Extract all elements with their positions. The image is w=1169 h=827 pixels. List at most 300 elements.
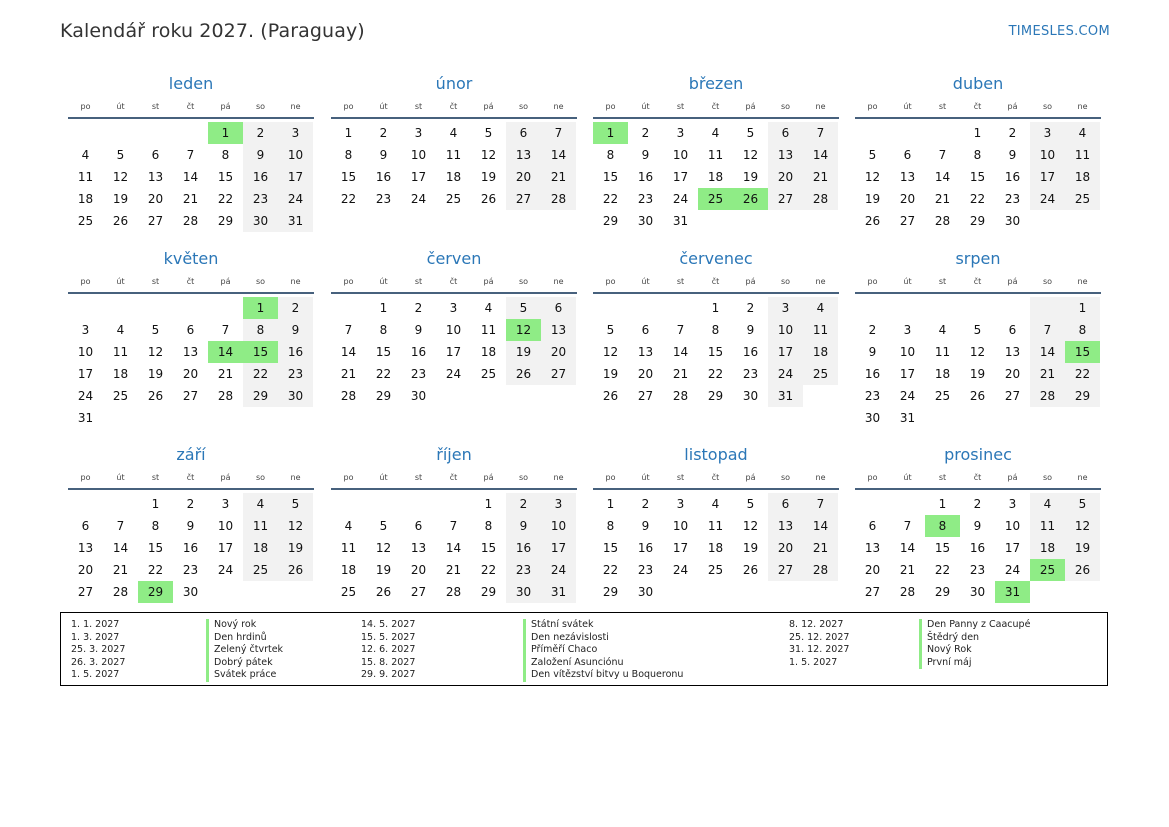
day-cell: 28 — [899, 585, 916, 599]
day-cell: 22 — [934, 563, 951, 577]
day-cell: 22 — [480, 563, 497, 577]
day-cell: 21 — [112, 563, 129, 577]
weekday-header — [68, 97, 314, 117]
day-cell: 21 — [182, 192, 199, 206]
day-cell: 30 — [864, 411, 881, 425]
day-cell: 2 — [243, 122, 278, 144]
day-cell: 20 — [506, 166, 541, 188]
day-cell: 13 — [768, 515, 803, 537]
day-cell: 19 — [742, 170, 759, 184]
day-cell: 11 — [934, 345, 951, 359]
day-cell: 11 — [77, 170, 94, 184]
holiday-day-cell: 26 — [733, 188, 768, 210]
day-cell: 15 — [934, 541, 951, 555]
day-cell: 30 — [742, 389, 759, 403]
day-cell: 25 — [243, 559, 278, 581]
day-cell: 13 — [864, 541, 881, 555]
weekday-label: čt — [973, 277, 982, 286]
day-cell: 14 — [1030, 341, 1065, 363]
header-divider — [593, 117, 839, 119]
weekday-label: pá — [1007, 102, 1018, 111]
day-cell: 2 — [868, 323, 877, 337]
day-cell: 9 — [186, 519, 195, 533]
day-cell: 26 — [375, 585, 392, 599]
day-cell: 20 — [541, 341, 576, 363]
day-cell: 6 — [414, 519, 423, 533]
month-6 — [331, 248, 577, 407]
day-cell: 9 — [641, 519, 650, 533]
weekday-label: ne — [815, 277, 826, 286]
day-cell: 16 — [243, 166, 278, 188]
day-cell: 22 — [340, 192, 357, 206]
day-cell: 29 — [934, 585, 951, 599]
day-cell: 22 — [969, 192, 986, 206]
day-cell: 28 — [803, 559, 838, 581]
day-cell: 22 — [602, 192, 619, 206]
day-cell: 8 — [973, 148, 982, 162]
day-cell: 31 — [77, 411, 94, 425]
day-cell: 6 — [1008, 323, 1017, 337]
day-cell: 28 — [217, 389, 234, 403]
weekday-label: út — [379, 277, 388, 286]
day-cell: 17 — [899, 367, 916, 381]
day-cell: 13 — [637, 345, 654, 359]
weekday-label: st — [938, 102, 947, 111]
legend-date: 25. 3. 2027 — [71, 644, 126, 656]
day-cell: 23 — [969, 563, 986, 577]
day-cell: 26 — [147, 389, 164, 403]
day-cell: 16 — [637, 541, 654, 555]
day-cell: 8 — [484, 519, 493, 533]
day-cell: 14 — [182, 170, 199, 184]
empty-cell — [173, 297, 208, 319]
day-cell: 20 — [768, 166, 803, 188]
weekday-label: čt — [973, 473, 982, 482]
day-cell: 25 — [112, 389, 129, 403]
day-cell: 21 — [445, 563, 462, 577]
day-cell: 3 — [1030, 122, 1065, 144]
weekday-label: so — [255, 102, 266, 111]
day-cell: 29 — [375, 389, 392, 403]
day-cell: 15 — [340, 170, 357, 184]
day-cell: 28 — [112, 585, 129, 599]
month-name: srpen — [955, 249, 1001, 268]
weekday-label: ne — [1077, 277, 1088, 286]
day-cell: 21 — [934, 192, 951, 206]
holiday-day-cell: 25 — [698, 188, 733, 210]
day-cell: 16 — [637, 170, 654, 184]
weekday-label: čt — [186, 102, 195, 111]
header-divider — [593, 488, 839, 490]
day-cell: 9 — [243, 144, 278, 166]
day-cell: 27 — [637, 389, 654, 403]
day-cell: 24 — [672, 192, 689, 206]
legend-date: 1. 5. 2027 — [71, 669, 120, 681]
weekday-label: po — [605, 473, 616, 482]
day-cell: 17 — [541, 537, 576, 559]
weekday-label: so — [518, 102, 529, 111]
month-name: březen — [688, 74, 744, 93]
day-cell: 18 — [112, 367, 129, 381]
day-cell: 25 — [480, 367, 497, 381]
day-cell: 8 — [221, 148, 230, 162]
empty-cell — [855, 297, 890, 319]
day-cell: 29 — [602, 214, 619, 228]
empty-cell — [436, 493, 471, 515]
day-cell: 28 — [672, 389, 689, 403]
day-cell: 16 — [1004, 170, 1021, 184]
day-cell: 24 — [217, 563, 234, 577]
empty-cell — [208, 297, 243, 319]
weekday-label: pá — [1007, 473, 1018, 482]
weekday-header — [593, 97, 839, 117]
day-cell: 28 — [934, 214, 951, 228]
legend-date: 29. 9. 2027 — [361, 669, 416, 681]
day-cell: 5 — [278, 493, 313, 515]
day-cell: 24 — [278, 188, 313, 210]
day-cell: 1 — [938, 497, 947, 511]
day-cell: 4 — [449, 126, 458, 140]
day-cell: 2 — [641, 126, 650, 140]
day-cell: 13 — [182, 345, 199, 359]
empty-cell — [103, 122, 138, 144]
weekday-label: st — [414, 102, 423, 111]
day-cell: 12 — [969, 345, 986, 359]
day-cell: 9 — [1008, 148, 1017, 162]
weekday-label: po — [867, 473, 878, 482]
weekday-label: út — [903, 473, 912, 482]
day-cell: 21 — [672, 367, 689, 381]
day-cell: 20 — [899, 192, 916, 206]
day-cell: 7 — [903, 519, 912, 533]
day-cell: 8 — [606, 519, 615, 533]
day-cell: 15 — [147, 541, 164, 555]
day-cell: 11 — [445, 148, 462, 162]
day-grid — [331, 122, 577, 210]
day-cell: 11 — [480, 323, 497, 337]
legend-date-column — [789, 619, 849, 669]
day-cell: 11 — [707, 148, 724, 162]
day-cell: 30 — [969, 585, 986, 599]
day-cell: 7 — [803, 493, 838, 515]
day-cell: 27 — [768, 559, 803, 581]
header-divider — [331, 488, 577, 490]
day-cell: 9 — [746, 323, 755, 337]
legend-holiday-name: Den Panny z Caacupé — [919, 619, 1030, 632]
month-4 — [855, 73, 1101, 232]
day-cell: 29 — [969, 214, 986, 228]
day-cell: 2 — [641, 497, 650, 511]
day-cell: 6 — [903, 148, 912, 162]
weekday-label: pá — [1007, 277, 1018, 286]
day-grid — [331, 297, 577, 407]
legend-date: 1. 3. 2027 — [71, 631, 120, 643]
holiday-legend — [60, 612, 1108, 686]
day-cell: 28 — [541, 188, 576, 210]
weekday-label: út — [641, 473, 650, 482]
holiday-day-cell: 31 — [995, 581, 1030, 603]
day-cell: 18 — [340, 563, 357, 577]
day-cell: 30 — [278, 385, 313, 407]
day-cell: 10 — [541, 515, 576, 537]
month-name: leden — [168, 74, 214, 93]
day-cell: 19 — [742, 541, 759, 555]
day-cell: 7 — [116, 519, 125, 533]
weekday-label: čt — [186, 473, 195, 482]
day-cell: 20 — [77, 563, 94, 577]
day-cell: 17 — [1004, 541, 1021, 555]
day-cell: 5 — [746, 497, 755, 511]
day-cell: 2 — [1008, 126, 1017, 140]
month-12 — [855, 444, 1101, 603]
day-cell: 2 — [973, 497, 982, 511]
weekday-label: po — [80, 473, 91, 482]
day-cell: 27 — [410, 585, 427, 599]
day-cell: 4 — [803, 297, 838, 319]
day-cell: 21 — [803, 537, 838, 559]
holiday-day-cell: 12 — [506, 319, 541, 341]
day-cell: 7 — [1030, 319, 1065, 341]
day-cell: 14 — [541, 144, 576, 166]
day-cell: 5 — [484, 126, 493, 140]
day-cell: 14 — [445, 541, 462, 555]
holiday-day-cell: 25 — [1030, 559, 1065, 581]
day-cell: 8 — [711, 323, 720, 337]
day-cell: 29 — [707, 389, 724, 403]
day-cell: 23 — [637, 563, 654, 577]
day-cell: 3 — [81, 323, 90, 337]
day-cell: 23 — [375, 192, 392, 206]
day-cell: 25 — [707, 563, 724, 577]
day-grid — [68, 493, 314, 603]
day-cell: 9 — [379, 148, 388, 162]
day-cell: 17 — [672, 541, 689, 555]
day-cell: 9 — [414, 323, 423, 337]
weekday-label: čt — [186, 277, 195, 286]
day-cell: 22 — [602, 563, 619, 577]
day-grid — [593, 297, 839, 407]
weekday-header — [331, 468, 577, 488]
day-cell: 16 — [969, 541, 986, 555]
weekday-label: čt — [449, 473, 458, 482]
weekday-label: út — [903, 102, 912, 111]
empty-cell — [855, 122, 890, 144]
day-cell: 19 — [147, 367, 164, 381]
month-name: duben — [952, 74, 1004, 93]
day-cell: 12 — [1065, 515, 1100, 537]
day-cell: 7 — [676, 323, 685, 337]
weekday-label: ne — [553, 102, 564, 111]
day-cell: 27 — [1004, 389, 1021, 403]
weekday-label: ne — [290, 277, 301, 286]
day-cell: 1 — [379, 301, 388, 315]
weekday-header — [68, 468, 314, 488]
day-cell: 4 — [484, 301, 493, 315]
day-cell: 30 — [506, 581, 541, 603]
day-cell: 16 — [742, 345, 759, 359]
weekday-label: po — [343, 277, 354, 286]
day-cell: 6 — [768, 493, 803, 515]
day-cell: 17 — [445, 345, 462, 359]
empty-cell — [68, 297, 103, 319]
day-cell: 18 — [1030, 537, 1065, 559]
day-cell: 17 — [672, 170, 689, 184]
day-cell: 14 — [803, 144, 838, 166]
legend-holiday-name: Den vítězství bitvy u Boqueronu — [523, 669, 683, 682]
brand-link[interactable]: TIMESLES.COM — [1008, 24, 1110, 39]
weekday-label: čt — [711, 277, 720, 286]
day-cell: 31 — [672, 214, 689, 228]
legend-date: 8. 12. 2027 — [789, 619, 844, 630]
legend-holiday-name: Svátek práce — [206, 669, 283, 682]
day-cell: 7 — [344, 323, 353, 337]
day-cell: 24 — [410, 192, 427, 206]
day-cell: 11 — [1030, 515, 1065, 537]
day-cell: 11 — [340, 541, 357, 555]
day-cell: 2 — [278, 297, 313, 319]
day-cell: 21 — [541, 166, 576, 188]
legend-name-column — [523, 619, 683, 682]
day-cell: 12 — [602, 345, 619, 359]
weekday-label: pá — [483, 277, 494, 286]
empty-cell — [663, 297, 698, 319]
weekday-label: čt — [449, 102, 458, 111]
day-cell: 5 — [116, 148, 125, 162]
day-cell: 22 — [707, 367, 724, 381]
empty-cell — [593, 297, 628, 319]
weekday-label: ne — [290, 102, 301, 111]
weekday-label: út — [116, 473, 125, 482]
day-grid — [331, 493, 577, 603]
day-cell: 1 — [344, 126, 353, 140]
weekday-label: út — [379, 102, 388, 111]
day-cell: 12 — [742, 148, 759, 162]
weekday-label: út — [116, 102, 125, 111]
holiday-day-cell: 14 — [208, 341, 243, 363]
day-cell: 27 — [506, 188, 541, 210]
day-cell: 7 — [221, 323, 230, 337]
weekday-label: po — [867, 277, 878, 286]
weekday-label: út — [903, 277, 912, 286]
day-cell: 28 — [803, 188, 838, 210]
day-cell: 10 — [217, 519, 234, 533]
legend-holiday-name: Příměří Chaco — [523, 644, 683, 657]
day-cell: 2 — [379, 126, 388, 140]
header-divider — [855, 292, 1101, 294]
day-cell: 21 — [803, 166, 838, 188]
holiday-day-cell: 1 — [593, 122, 628, 144]
day-cell: 3 — [676, 126, 685, 140]
day-cell: 18 — [480, 345, 497, 359]
weekday-label: st — [151, 473, 160, 482]
day-cell: 1 — [973, 126, 982, 140]
day-cell: 20 — [1004, 367, 1021, 381]
empty-cell — [401, 493, 436, 515]
day-cell: 9 — [973, 519, 982, 533]
day-grid — [593, 122, 839, 232]
empty-cell — [890, 122, 925, 144]
legend-holiday-name: První máj — [919, 657, 1030, 670]
day-cell: 12 — [375, 541, 392, 555]
day-cell: 24 — [1030, 188, 1065, 210]
month-name: květen — [163, 249, 219, 268]
day-cell: 10 — [672, 148, 689, 162]
day-cell: 4 — [938, 323, 947, 337]
day-cell: 24 — [768, 363, 803, 385]
day-cell: 26 — [112, 214, 129, 228]
day-cell: 5 — [151, 323, 160, 337]
day-cell: 11 — [803, 319, 838, 341]
weekday-label: st — [151, 277, 160, 286]
day-cell: 26 — [742, 563, 759, 577]
header-divider — [331, 292, 577, 294]
day-cell: 13 — [541, 319, 576, 341]
weekday-label: so — [780, 102, 791, 111]
day-cell: 18 — [707, 170, 724, 184]
day-cell: 23 — [243, 188, 278, 210]
month-name: červenec — [679, 249, 753, 268]
day-cell: 15 — [969, 170, 986, 184]
legend-name-column — [919, 619, 1030, 669]
weekday-label: so — [780, 473, 791, 482]
holiday-day-cell: 1 — [243, 297, 278, 319]
day-cell: 19 — [969, 367, 986, 381]
day-cell: 6 — [151, 148, 160, 162]
weekday-label: po — [605, 277, 616, 286]
empty-cell — [960, 297, 995, 319]
day-cell: 20 — [410, 563, 427, 577]
day-cell: 12 — [480, 148, 497, 162]
day-cell: 26 — [506, 363, 541, 385]
day-cell: 4 — [711, 497, 720, 511]
day-grid — [855, 297, 1101, 429]
day-cell: 6 — [641, 323, 650, 337]
weekday-label: pá — [220, 473, 231, 482]
day-cell: 26 — [602, 389, 619, 403]
weekday-label: ne — [1077, 473, 1088, 482]
day-cell: 12 — [864, 170, 881, 184]
day-cell: 15 — [480, 541, 497, 555]
day-cell: 10 — [1030, 144, 1065, 166]
weekday-label: čt — [449, 277, 458, 286]
day-cell: 26 — [278, 559, 313, 581]
day-cell: 8 — [606, 148, 615, 162]
weekday-label: ne — [815, 473, 826, 482]
month-name: červen — [426, 249, 482, 268]
day-cell: 17 — [410, 170, 427, 184]
day-cell: 27 — [182, 389, 199, 403]
day-cell: 17 — [217, 541, 234, 555]
weekday-label: pá — [483, 473, 494, 482]
legend-holiday-name: Dobrý pátek — [206, 657, 283, 670]
day-cell: 21 — [899, 563, 916, 577]
day-cell: 29 — [480, 585, 497, 599]
month-3 — [593, 73, 839, 232]
day-cell: 6 — [506, 122, 541, 144]
month-name: říjen — [436, 445, 472, 464]
day-cell: 1 — [711, 301, 720, 315]
day-cell: 30 — [182, 585, 199, 599]
day-cell: 14 — [340, 345, 357, 359]
weekday-label: pá — [745, 473, 756, 482]
day-cell: 5 — [506, 297, 541, 319]
weekday-header — [68, 272, 314, 292]
day-cell: 4 — [243, 493, 278, 515]
legend-date: 15. 5. 2027 — [361, 631, 416, 643]
weekday-header — [331, 97, 577, 117]
day-cell: 18 — [1065, 166, 1100, 188]
day-cell: 7 — [541, 122, 576, 144]
